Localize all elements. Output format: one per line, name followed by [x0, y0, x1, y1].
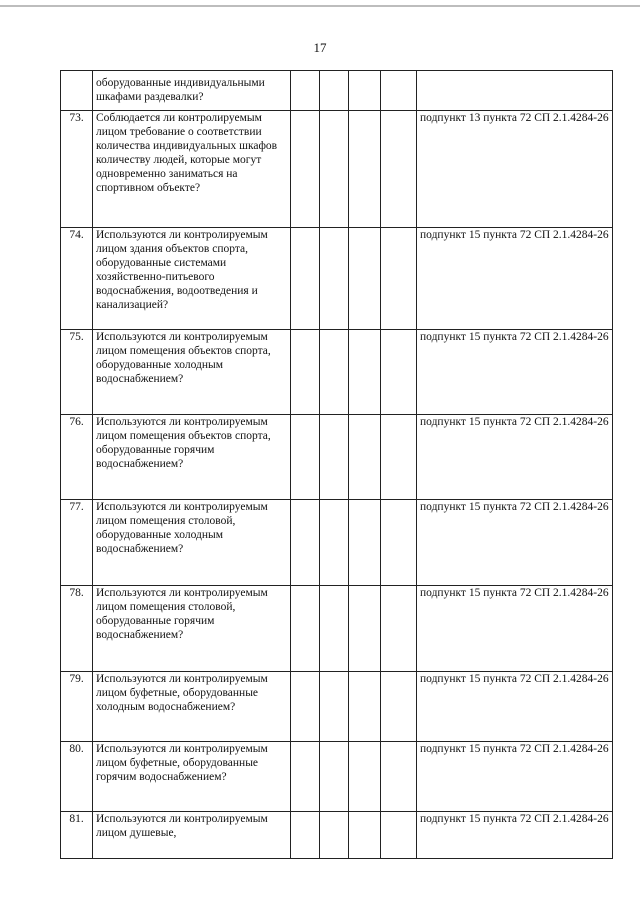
- requirement-reference: подпункт 15 пункта 72 СП 2.1.4284-26: [417, 330, 613, 415]
- answer-na-cell: [349, 812, 381, 859]
- answer-yes-cell: [291, 586, 320, 672]
- row-number: 80.: [61, 742, 93, 812]
- answer-yes-cell: [291, 812, 320, 859]
- row-number: 75.: [61, 330, 93, 415]
- answer-na-cell: [349, 415, 381, 500]
- table-row: [61, 71, 613, 111]
- table-row: [61, 330, 613, 415]
- answer-yes-cell: [291, 415, 320, 500]
- table-row: [61, 812, 613, 859]
- requirement-reference: подпункт 13 пункта 72 СП 2.1.4284-26: [417, 111, 613, 228]
- answer-no-cell: [320, 71, 349, 111]
- answer-yes-cell: [291, 71, 320, 111]
- answer-yes-cell: [291, 500, 320, 586]
- answer-no-cell: [320, 672, 349, 742]
- row-number: [61, 71, 93, 111]
- note-cell: [381, 500, 417, 586]
- checklist-table: [60, 70, 613, 859]
- note-cell: [381, 330, 417, 415]
- answer-na-cell: [349, 330, 381, 415]
- answer-no-cell: [320, 330, 349, 415]
- answer-na-cell: [349, 228, 381, 330]
- note-cell: [381, 71, 417, 111]
- table-row: [61, 586, 613, 672]
- note-cell: [381, 228, 417, 330]
- note-cell: [381, 742, 417, 812]
- row-number: 76.: [61, 415, 93, 500]
- question-cell: оборудованные индивидуальными шкафами раздевалки?: [93, 71, 291, 111]
- requirement-reference: подпункт 15 пункта 72 СП 2.1.4284-26: [417, 228, 613, 330]
- answer-yes-cell: [291, 330, 320, 415]
- question-cell: Используются ли контролируемым лицом здания объектов спорта, оборудованные системами хозяйственно-питьевого водоснабжения, водоотведения и канализацией?: [93, 228, 291, 330]
- requirement-reference: подпункт 15 пункта 72 СП 2.1.4284-26: [417, 812, 613, 859]
- answer-no-cell: [320, 812, 349, 859]
- answer-yes-cell: [291, 742, 320, 812]
- question-cell: Соблюдается ли контролируемым лицом требование о соответствии количества индивидуальных шкафов количеству людей, которые могут одновременно заниматься на спортивном объекте?: [93, 111, 291, 228]
- answer-yes-cell: [291, 228, 320, 330]
- table-row: [61, 672, 613, 742]
- answer-na-cell: [349, 111, 381, 228]
- answer-no-cell: [320, 415, 349, 500]
- answer-na-cell: [349, 586, 381, 672]
- requirement-reference: подпункт 15 пункта 72 СП 2.1.4284-26: [417, 672, 613, 742]
- table-row: [61, 742, 613, 812]
- row-number: 79.: [61, 672, 93, 742]
- answer-no-cell: [320, 742, 349, 812]
- note-cell: [381, 415, 417, 500]
- answer-na-cell: [349, 71, 381, 111]
- table-row: [61, 228, 613, 330]
- row-number: 81.: [61, 812, 93, 859]
- answer-na-cell: [349, 742, 381, 812]
- note-cell: [381, 586, 417, 672]
- row-number: 74.: [61, 228, 93, 330]
- answer-no-cell: [320, 586, 349, 672]
- requirement-reference: подпункт 15 пункта 72 СП 2.1.4284-26: [417, 500, 613, 586]
- answer-no-cell: [320, 111, 349, 228]
- requirement-reference: подпункт 15 пункта 72 СП 2.1.4284-26: [417, 415, 613, 500]
- note-cell: [381, 672, 417, 742]
- answer-no-cell: [320, 228, 349, 330]
- note-cell: [381, 812, 417, 859]
- question-cell: Используются ли контролируемым лицом помещения столовой, оборудованные горячим водоснабжением?: [93, 586, 291, 672]
- answer-na-cell: [349, 500, 381, 586]
- answer-na-cell: [349, 672, 381, 742]
- question-cell: Используются ли контролируемым лицом помещения объектов спорта, оборудованные горячим водоснабжением?: [93, 415, 291, 500]
- table-row: [61, 500, 613, 586]
- requirement-reference: подпункт 15 пункта 72 СП 2.1.4284-26: [417, 742, 613, 812]
- row-number: 77.: [61, 500, 93, 586]
- note-cell: [381, 111, 417, 228]
- scan-top-edge: [0, 5, 640, 7]
- question-cell: Используются ли контролируемым лицом душевые,: [93, 812, 291, 859]
- table-row: [61, 415, 613, 500]
- question-cell: Используются ли контролируемым лицом помещения столовой, оборудованные холодным водоснабжением?: [93, 500, 291, 586]
- question-cell: Используются ли контролируемым лицом помещения объектов спорта, оборудованные холодным водоснабжением?: [93, 330, 291, 415]
- answer-yes-cell: [291, 672, 320, 742]
- table-row: [61, 111, 613, 228]
- answer-no-cell: [320, 500, 349, 586]
- page-number: 17: [313, 40, 327, 55]
- row-number: 73.: [61, 111, 93, 228]
- question-cell: Используются ли контролируемым лицом буфетные, оборудованные холодным водоснабжением?: [93, 672, 291, 742]
- question-cell: Используются ли контролируемым лицом буфетные, оборудованные горячим водоснабжением?: [93, 742, 291, 812]
- requirement-reference: [417, 71, 613, 111]
- row-number: 78.: [61, 586, 93, 672]
- requirement-reference: подпункт 15 пункта 72 СП 2.1.4284-26: [417, 586, 613, 672]
- answer-yes-cell: [291, 111, 320, 228]
